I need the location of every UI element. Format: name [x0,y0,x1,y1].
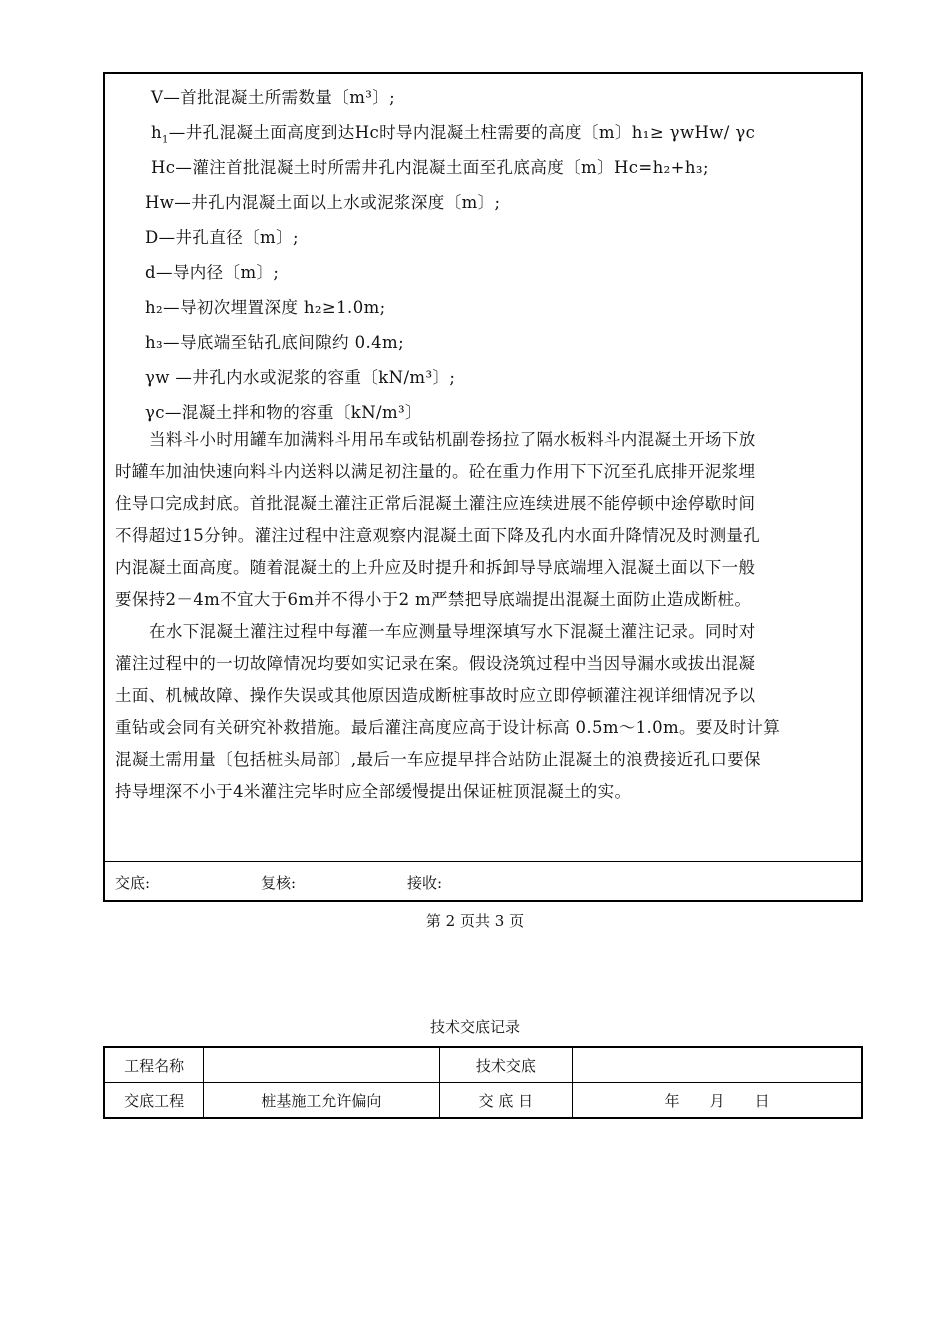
tech-handover-value[interactable] [573,1047,862,1083]
para1-line: 当料斗小时用罐车加满料斗用吊车或钻机副卷扬拉了隔水板料斗内混凝土开场下放 [149,430,756,449]
handover-project-label: 交底工程 [104,1083,204,1119]
project-name-value[interactable] [204,1047,439,1083]
handover-label: 交底: [115,874,151,892]
table-row [104,1083,862,1119]
page-number: 第 2 页共 3 页 [425,912,525,930]
signature-row [105,861,861,901]
handover-project-value: 桩基施工允许偏向 [204,1083,439,1119]
def-h1-symbol: h [151,123,163,142]
para2-line: 土面、机械故障、操作失误或其他原因造成断桩事故时应立即停顿灌注视详细情况予以 [115,686,756,705]
para2-line: 重钻或会同有关研究补救措施。最后灌注高度应高于设计标高 0.5m～1.0m。要及时计算 [115,718,781,737]
para1-line: 时罐车加油快速向料斗内送料以满足初注量的。砼在重力作用下下沉至孔底排开泥浆埋 [115,462,756,481]
para2-line: 混凝土需用量〔包括桩头局部〕,最后一车应提早拌合站防止混凝土的浪费接近孔口要保 [115,750,761,769]
handover-date-value[interactable]: 年 月 日 [573,1083,862,1119]
para2-line: 在水下混凝土灌注过程中每灌一车应测量导埋深填写水下混凝土灌注记录。同时对 [149,622,756,641]
table-row [104,1047,862,1083]
def-gamma-w: γw —井孔内水或泥浆的容重〔kN/m³〕; [145,368,456,387]
handover-date-label: 交 底 日 [439,1083,573,1119]
def-h2: h₂—导初次埋置深度 h₂≥1.0m; [145,298,386,317]
receive-label: 接收: [407,874,443,892]
para1-line: 住导口完成封底。首批混凝土灌注正常后混凝土灌注应连续进展不能停顿中途停歇时间 [115,494,756,513]
tech-handover-label: 技术交底 [439,1047,573,1083]
def-hc: Hc—灌注首批混凝土时所需井孔内混凝土面至孔底高度〔m〕Hc=h₂+h₃; [151,158,709,177]
para2-line: 持导埋深不小于4米灌注完毕时应全部缓慢提出保证桩顶混凝土的实。 [115,782,632,801]
para1-line: 内混凝土面高度。随着混凝土的上升应及时提升和拆卸导导底端埋入混凝土面以下一般 [115,558,756,577]
record-title: 技术交底记录 [429,1018,520,1036]
def-D: D—井孔直径〔m〕; [145,228,299,247]
review-label: 复核: [261,874,297,892]
def-h1-sub: 1 [162,134,169,146]
def-v: V—首批混凝土所需数量〔m³〕; [151,88,396,107]
def-h3: h₃—导底端至钻孔底间隙约 0.4m; [145,333,405,352]
def-h1 [151,119,755,145]
project-name-label: 工程名称 [104,1047,204,1083]
def-d: d—导内径〔m〕; [145,263,280,282]
para2-line: 灌注过程中的一切故障情况均要如实记录在案。假设浇筑过程中当因导漏水或拔出混凝 [115,654,756,673]
def-h1-text: —井孔混凝土面高度到达Hc时导内混凝土柱需要的高度〔m〕h₁≥ γwHw/ γc [168,123,756,142]
record-table [103,1046,863,1119]
def-hw: Hw—井孔内混凝土面以上水或泥浆深度〔m〕; [145,193,501,212]
content-box [103,72,863,902]
para1-line: 不得超过15分钟。灌注过程中注意观察内混凝土面下降及孔内水面升降情况及时测量孔 [115,526,761,545]
para1-line: 要保持2－4m不宜大于6m并不得小于2 m严禁把导底端提出混凝土面防止造成断桩。 [115,590,752,609]
def-gamma-c: γc—混凝土拌和物的容重〔kN/m³〕 [145,403,422,422]
